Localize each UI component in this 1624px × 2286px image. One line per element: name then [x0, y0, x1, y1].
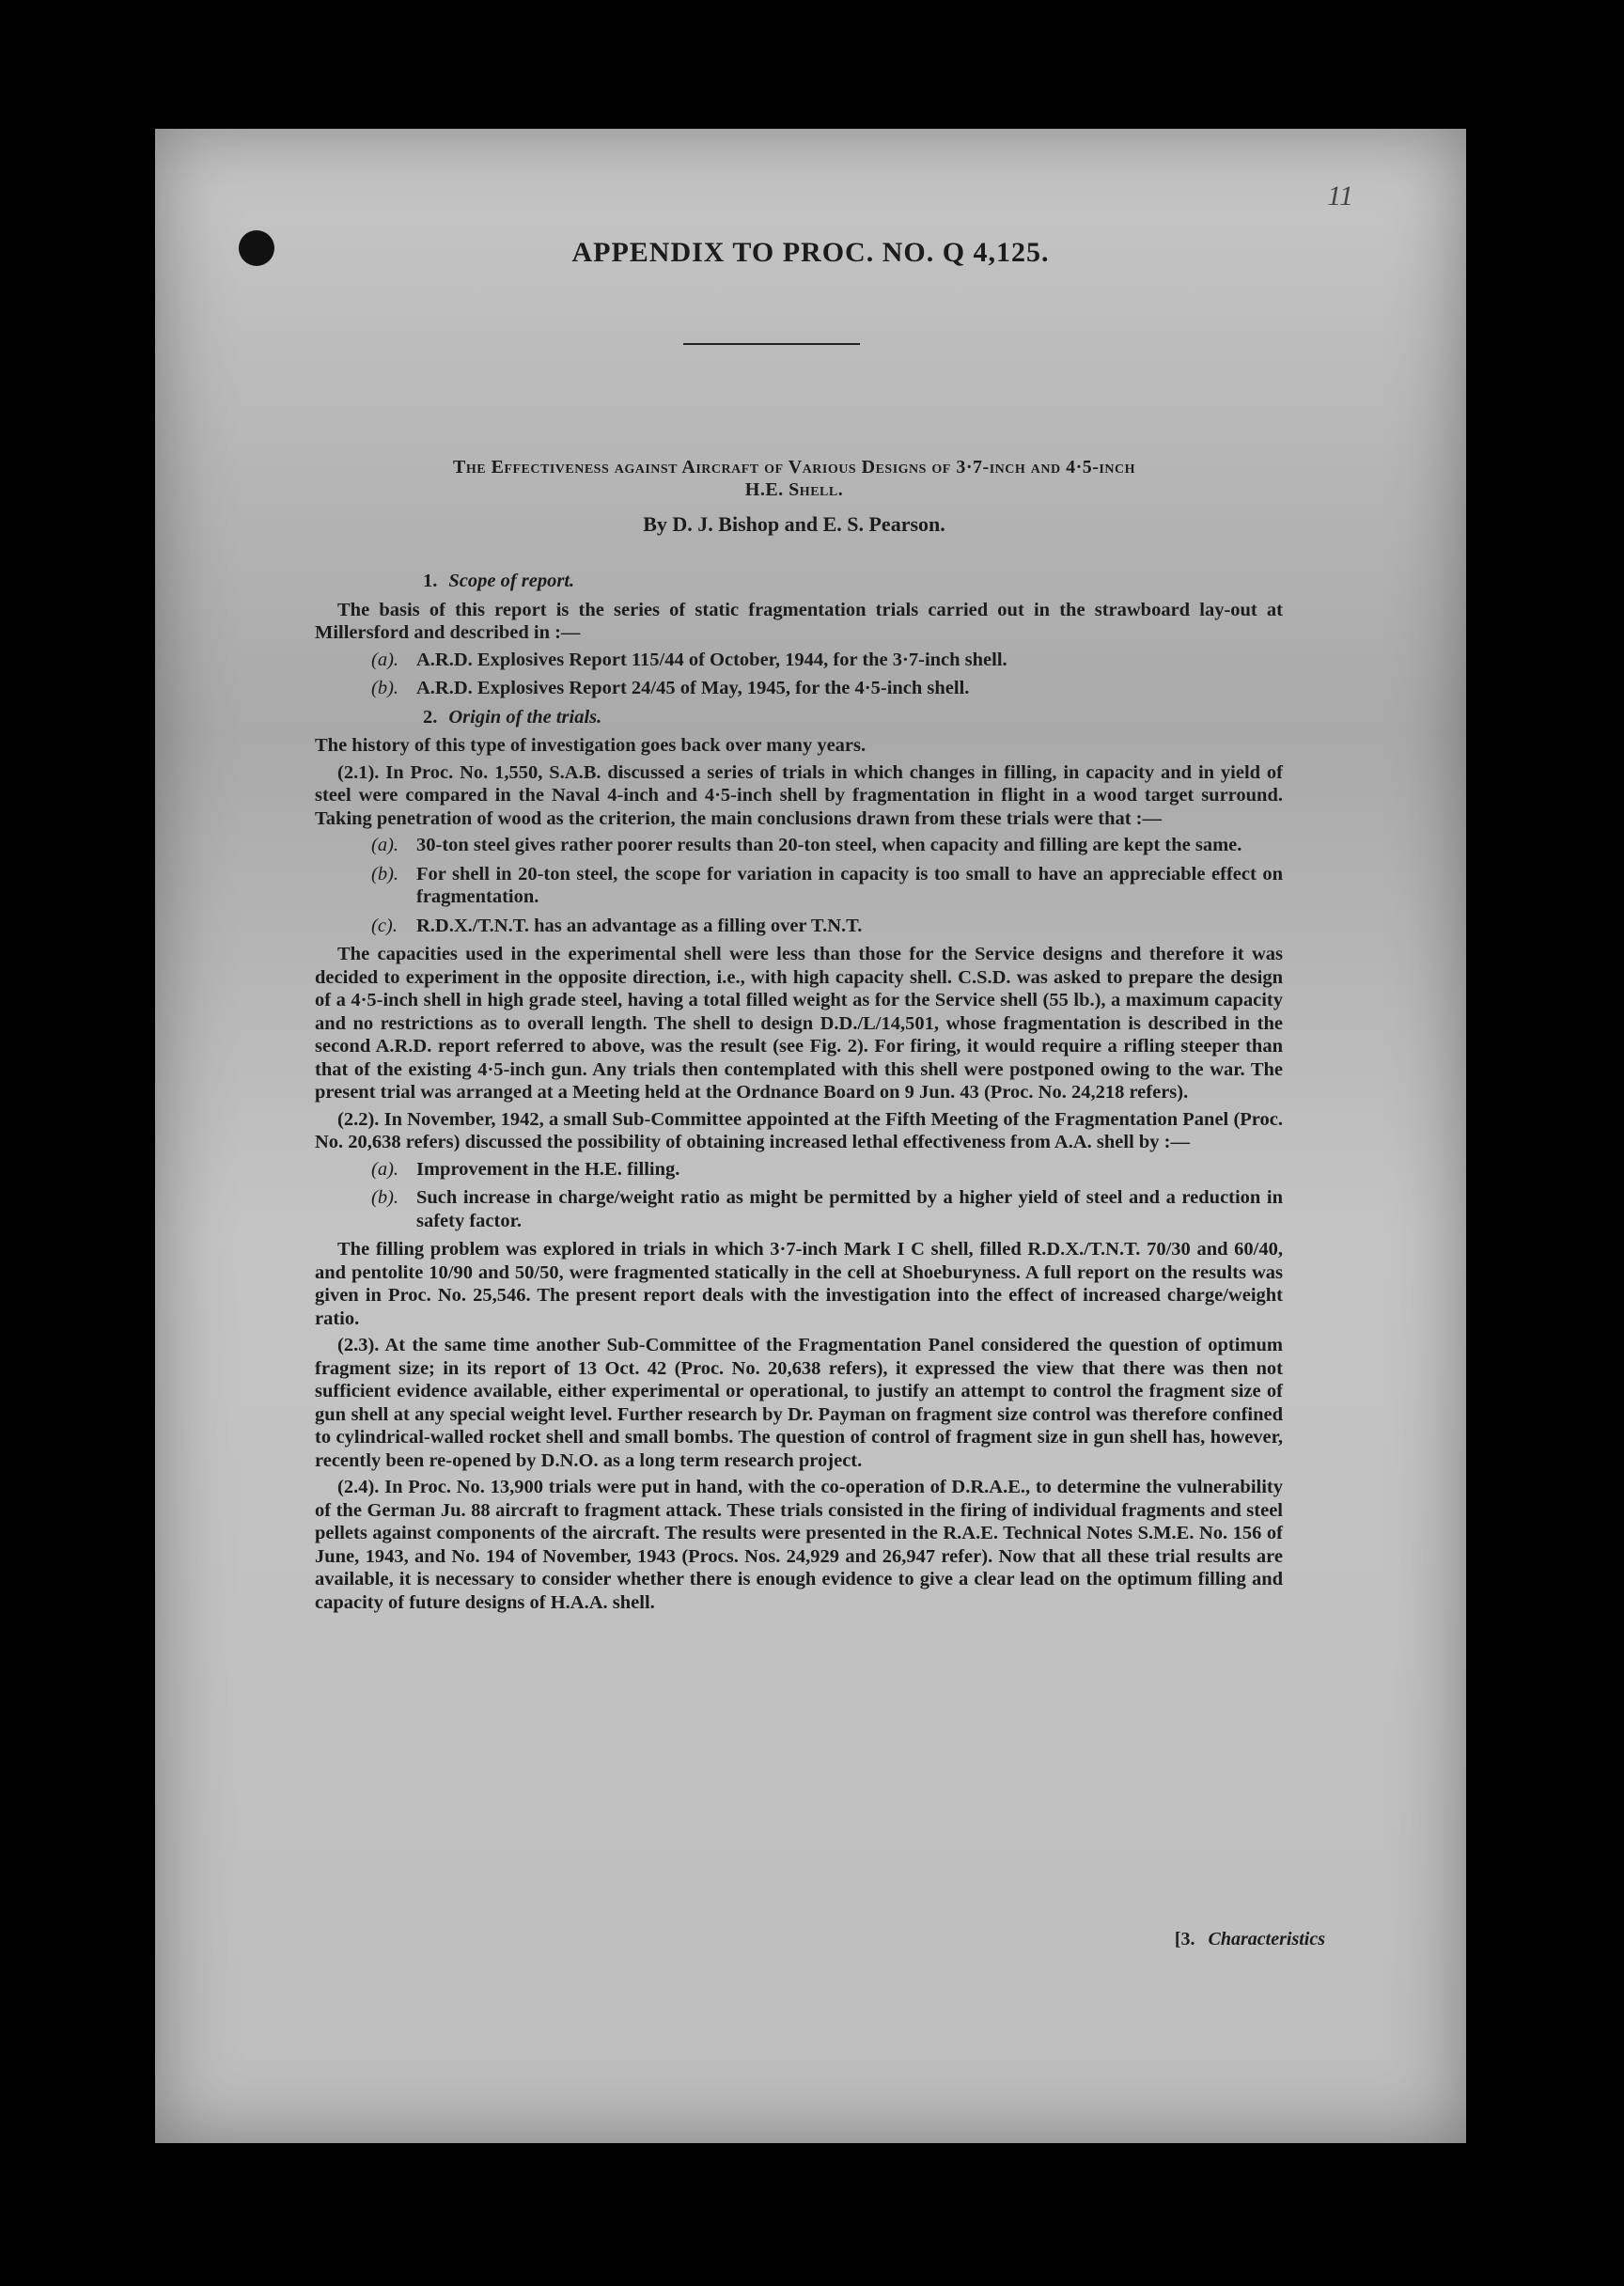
paragraph: The capacities used in the experimental shell were less than those for the Service designs and therefore it was decided to experiment in the opposite direction, i.e., with high capacity shell. C.S.D. was asked to prepare the design of a 4·5-inch shell in high grade steel, having a total filled weight as for the Service shell (55 lb.), a maximum capacity and no restrictions as to overall length. The shell to design D.D./L/14,501, whose fragmentation is described in the second A.R.D. report referred to above, was the result (see Fig. 2). For firing, it would require a rifling steeper than that of the existing 4·5-inch gun. Any trials then contemplated with this shell were postponed owing to the war. The present trial was arranged at a Meeting held at the Ordnance Board on 9 Jun. 43 (Proc. No. 24,218 refers).: [315, 944, 1283, 1103]
section-1-heading: 1. Scope of report.: [423, 571, 575, 591]
report-title: [334, 456, 1255, 501]
section-2-heading: 2. Origin of the trials.: [423, 706, 602, 728]
list-item: (a). Improvement in the H.E. filling.: [371, 1158, 680, 1180]
paragraph: (2.4). In Proc. No. 13,900 trials were put in hand, with the co-operation of D.R.A.E., to determine the vulnerability of the German Ju. 88 aircraft to fragment attack. These trials consisted in the firing of individual fragments and steel pellets against components of the aircraft. The results were presented in the R.A.E. Technical Notes S.M.E. No. 156 of June, 1943, and No. 194 of November, 1943 (Procs. Nos. 24,929 and 26,947 refer). Now that all these trial results are available, it is necessary to consider whether there is enough evidence to give a clear lead on the optimum filling and capacity of future designs of H.A.A. shell.: [315, 1477, 1283, 1613]
list-item: (a). 30-ton steel gives rather poorer results than 20-ton steel, when capacity and filling are kept the same.: [371, 835, 1242, 855]
title-line-1: The Effectiveness against Aircraft of Various Designs of 3·7-inch and 4·5-inch: [453, 457, 1135, 478]
document-page: [155, 129, 1466, 2143]
page-header: APPENDIX TO PROC. NO. Q 4,125.: [571, 237, 1050, 268]
paragraph: (2.1). In Proc. No. 1,550, S.A.B. discussed a series of trials in which changes in filling, in capacity and in yield of steel were compared in the Naval 4-inch and 4·5-inch shell by fragmentation in flight in a wood target surround. Taking penetration of wood as the criterion, the main conclusions drawn from these trials were that :—: [315, 761, 1283, 829]
list-item: (a). A.R.D. Explosives Report 115/44 of October, 1944, for the 3·7-inch shell.: [371, 649, 1007, 670]
paragraph: (2.3). At the same time another Sub-Committee of the Fragmentation Panel considered the question of optimum fragment size; in its report of 13 Oct. 42 (Proc. No. 20,638 refers), it expressed the view that there was then not sufficient evidence available, either experimental or operational, to justify an attempt to control the fragment size of gun shell at any special weight level. Further research by Dr. Payman on fragment size control was therefore confined to cylindrical-walled rocket shell and small bombs. The question of control of fragment size in gun shell has, however, recently been re-opened by D.N.O. as a long term research project.: [315, 1335, 1283, 1471]
paragraph: (2.2). In November, 1942, a small Sub-Committee appointed at the Fifth Meeting of the Fragmentation Panel (Proc. No. 20,638 refers) discussed the possibility of obtaining increased lethal effectiveness from A.A. shell by :—: [315, 1108, 1283, 1152]
title-line-2: H.E. Shell.: [744, 479, 844, 500]
report-body: [315, 566, 1283, 1618]
paragraph: The filling problem was explored in trials in which 3·7-inch Mark I C shell, filled R.D.X./T.N.T. 70/30 and 60/40, and pentolite 10/90 and 50/50, were fragmented statically in the cell at Shoeburyness. A full report on the results was given in Proc. No. 25,546. The present report deals with the investigation into the effect of increased charge/weight ratio.: [315, 1239, 1283, 1329]
paragraph: The basis of this report is the series of static fragmentation trials carried out in the strawboard lay-out at Millersford and described in :—: [315, 599, 1283, 643]
paragraph: The history of this type of investigation goes back over many years.: [315, 735, 867, 756]
authors: By D. J. Bishop and E. S. Pearson.: [643, 512, 945, 536]
header-divider: [683, 343, 860, 345]
list-item: (c). R.D.X./T.N.T. has an advantage as a filling over T.N.T.: [371, 915, 863, 936]
list-item: (b). A.R.D. Explosives Report 24/45 of May, 1945, for the 4·5-inch shell.: [371, 678, 970, 698]
catchword: [3. Characteristics: [1174, 1929, 1325, 1949]
list-item: (b). Such increase in charge/weight ratio as might be permitted by a higher yield of steel and a reduction in safety factor.: [371, 1187, 1283, 1231]
margin-note: 11: [1327, 180, 1353, 211]
list-item: (b). For shell in 20-ton steel, the scope for variation in capacity is too small to have an appreciable effect on fragmentation.: [371, 863, 1283, 907]
